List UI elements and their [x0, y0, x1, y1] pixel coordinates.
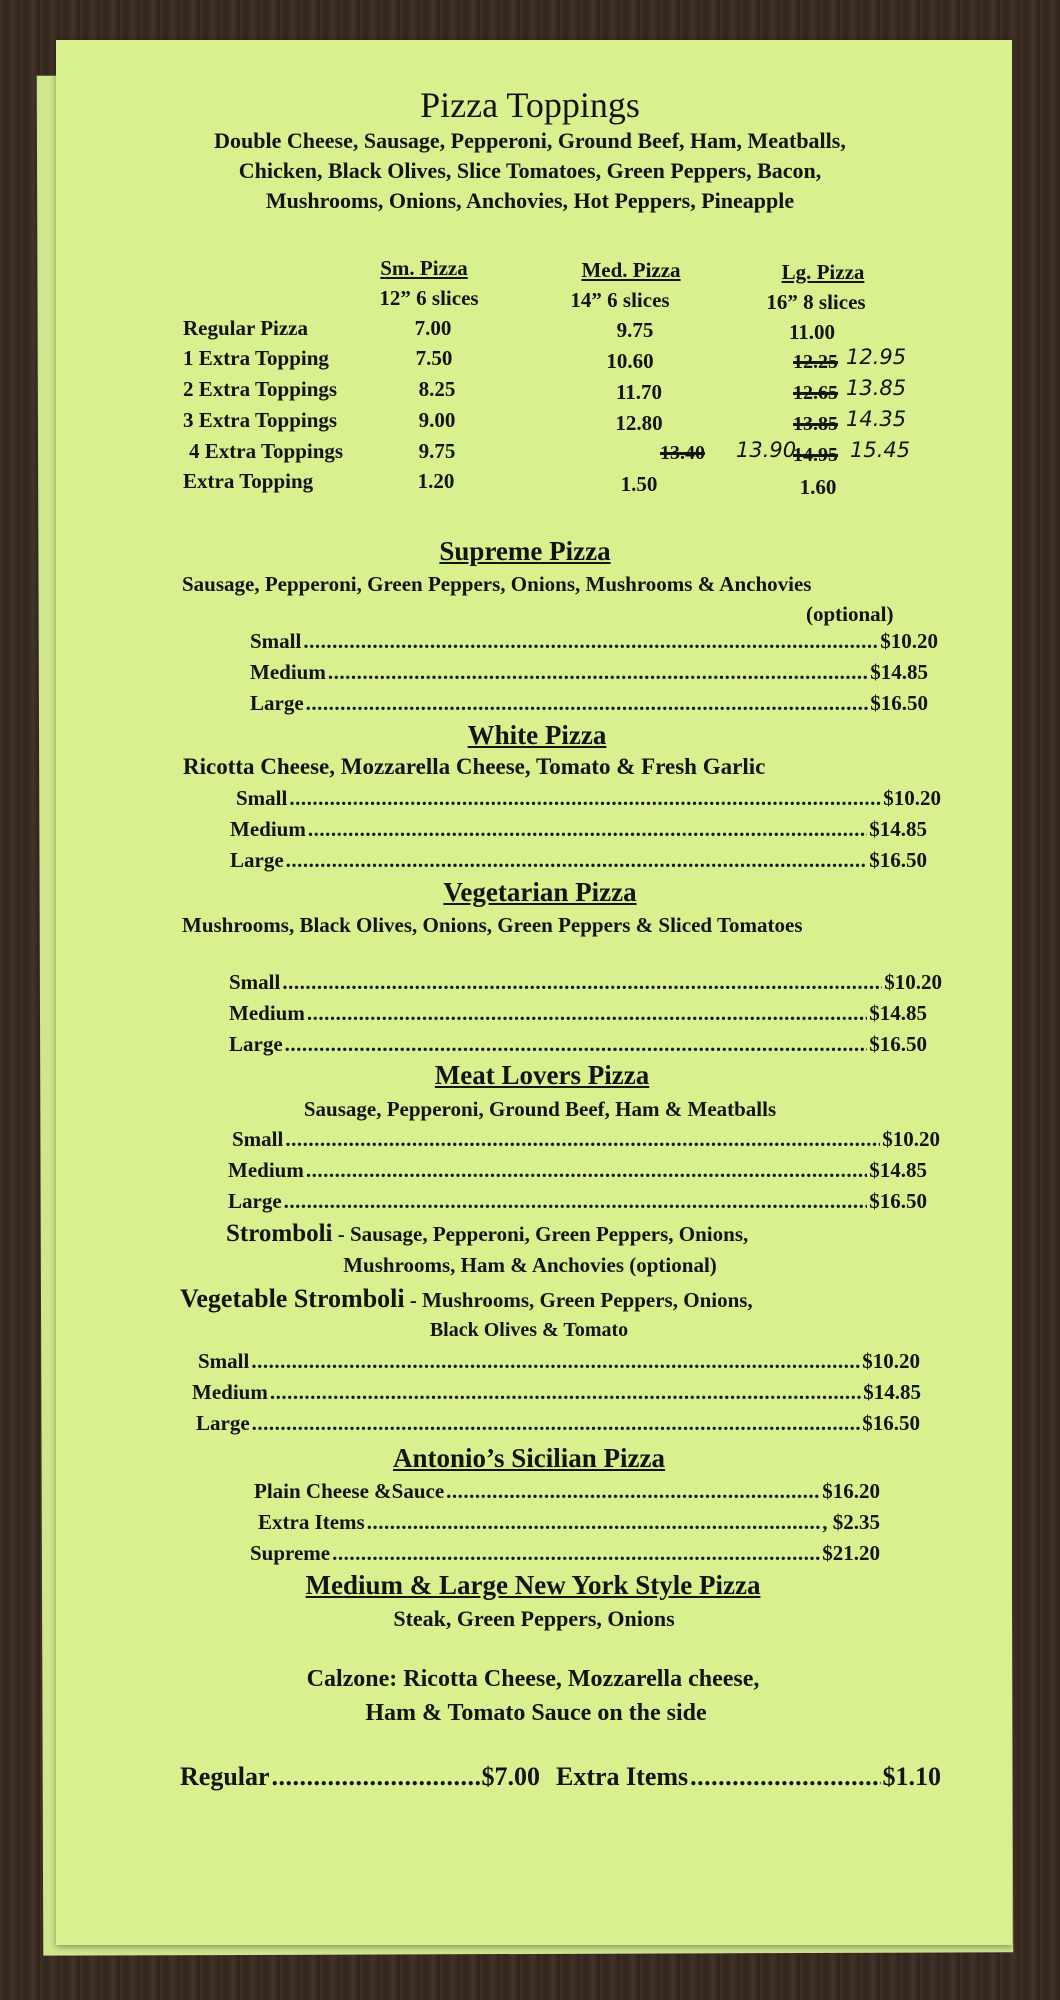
price-line: [250, 691, 928, 716]
row-label: 1 Extra Topping: [183, 346, 329, 370]
section-heading-white: White Pizza: [467, 720, 607, 750]
price-cell: 11.00: [788, 320, 836, 344]
section-desc: Mushrooms, Black Olives, Onions, Green Peppers & Sliced Tomatoes: [182, 913, 803, 937]
price-size: Medium: [250, 660, 326, 684]
section-heading-vegetarian: Vegetarian Pizza: [443, 877, 637, 907]
price-cell: 1.50: [620, 472, 658, 496]
price-size: Small: [250, 629, 302, 653]
row-label: 3 Extra Toppings: [183, 408, 338, 432]
price-size: Large: [229, 1032, 283, 1056]
price-value: $16.50: [869, 1032, 927, 1056]
price-value: $14.85: [869, 817, 927, 841]
leader-dots: [284, 1189, 868, 1214]
price-line: [254, 1479, 880, 1504]
price-line: [230, 848, 927, 873]
row-label: Regular Pizza: [183, 316, 308, 340]
crossed-out-price: 14.95: [793, 444, 838, 466]
price-value: $10.20: [880, 629, 938, 653]
leader-dots: [251, 1349, 860, 1374]
price-line: [250, 660, 928, 685]
price-line: [250, 629, 938, 654]
toppings-list-line-2: Chicken, Black Olives, Slice Tomatoes, Green Peppers, Bacon,: [238, 158, 822, 183]
price-value: $7.00: [481, 1762, 540, 1791]
calzone-line-1: Calzone: Ricotta Cheese, Mozzarella cheese,: [306, 1666, 760, 1692]
veg-stromboli-desc-2: Black Olives & Tomato: [429, 1319, 629, 1341]
veg-stromboli-desc: - Mushrooms, Green Peppers, Onions,: [404, 1288, 753, 1312]
price-cell: 7.50: [415, 346, 453, 370]
leader-dots: [690, 1762, 880, 1792]
price-line: [192, 1380, 921, 1405]
price-line: [196, 1411, 920, 1436]
price-cell: 9.75: [418, 439, 456, 463]
leader-dots: [332, 1541, 820, 1566]
section-heading-supreme: Supreme Pizza: [439, 536, 611, 566]
price-size: Extra Items: [556, 1762, 689, 1791]
price-value: $14.85: [863, 1380, 921, 1404]
handwritten-price: 15.45: [850, 438, 911, 462]
section-heading-meat-lovers: Meat Lovers Pizza: [434, 1060, 650, 1090]
crossed-out-price: 13.40: [660, 442, 705, 464]
price-value: $10.20: [883, 786, 941, 810]
row-label: 4 Extra Toppings: [189, 439, 344, 463]
toppings-list-line-3: Mushrooms, Onions, Anchovies, Hot Peppers, Pineapple: [265, 188, 795, 213]
price-cell: 8.25: [418, 377, 456, 401]
price-size: Small: [229, 970, 281, 994]
handwritten-price: 14.35: [846, 407, 907, 431]
price-value: $16.50: [869, 1189, 927, 1213]
section-desc-optional: (optional): [806, 602, 894, 626]
leader-dots: [303, 629, 878, 654]
stromboli-line: [226, 1220, 748, 1248]
leader-dots: [285, 1032, 868, 1057]
price-cell: 10.60: [606, 349, 654, 373]
price-cell: 9.00: [418, 408, 456, 432]
col-size-medium: 14” 6 slices: [570, 288, 670, 312]
price-cell: 7.00: [414, 316, 452, 340]
leader-dots: [282, 970, 882, 995]
price-line: [236, 786, 941, 811]
leader-dots: [307, 1001, 867, 1026]
price-value: $1.10: [882, 1762, 941, 1791]
stromboli-desc: - Sausage, Pepperoni, Green Peppers, Onions,: [332, 1222, 749, 1246]
calzone-regular-line: [180, 1762, 540, 1792]
price-line: [229, 1001, 927, 1026]
price-size: Large: [196, 1411, 250, 1435]
handwritten-price: 13.85: [846, 376, 907, 400]
section-heading-new-york: Medium & Large New York Style Pizza: [305, 1570, 761, 1600]
price-size: Medium: [230, 817, 306, 841]
price-size: Plain Cheese &Sauce: [254, 1479, 445, 1503]
crossed-out-price: 13.85: [793, 413, 838, 435]
price-size: Medium: [228, 1158, 304, 1182]
price-line: [258, 1510, 880, 1535]
price-size: Small: [232, 1127, 284, 1151]
toppings-list-line-1: Double Cheese, Sausage, Pepperoni, Ground Beef, Ham, Meatballs,: [214, 128, 846, 153]
price-line: [250, 1541, 880, 1566]
calzone-line-2: Ham & Tomato Sauce on the side: [365, 1700, 707, 1726]
veg-stromboli-title: Vegetable Stromboli: [180, 1284, 405, 1313]
section-desc: Ricotta Cheese, Mozzarella Cheese, Tomato & Fresh Garlic: [183, 754, 766, 779]
leader-dots: [308, 817, 867, 842]
price-line: [198, 1349, 920, 1374]
price-size: Small: [236, 786, 288, 810]
price-value: $16.50: [870, 691, 928, 715]
price-value: $10.20: [862, 1349, 920, 1373]
stromboli-title: Stromboli: [226, 1220, 333, 1247]
price-cell: 11.70: [615, 380, 663, 404]
price-size: Medium: [192, 1380, 268, 1404]
price-line: [229, 1032, 927, 1057]
handwritten-price: 12.95: [846, 345, 907, 369]
leader-dots: [285, 1127, 880, 1152]
section-desc: Sausage, Pepperoni, Green Peppers, Onions, Mushrooms & Anchovies: [182, 572, 812, 596]
crossed-out-price: 12.65: [793, 382, 838, 404]
price-size: Extra Items: [258, 1510, 365, 1534]
col-header-large: Lg. Pizza: [781, 260, 865, 284]
price-cell: 12.80: [615, 411, 663, 435]
section-desc: Sausage, Pepperoni, Ground Beef, Ham & Meatballs: [303, 1097, 777, 1121]
col-size-large: 16” 8 slices: [766, 290, 866, 314]
price-cell: 1.20: [417, 469, 455, 493]
leader-dots: [328, 660, 868, 685]
price-size: Medium: [229, 1001, 305, 1025]
handwritten-price: 13.90: [736, 438, 797, 462]
price-value: $16.50: [869, 848, 927, 872]
price-value: $16.20: [822, 1479, 880, 1503]
section-heading-sicilian: Antonio’s Sicilian Pizza: [392, 1443, 666, 1473]
price-value: $16.50: [862, 1411, 920, 1435]
col-header-medium: Med. Pizza: [581, 258, 681, 282]
row-label: 2 Extra Toppings: [183, 377, 338, 401]
leader-dots: [446, 1479, 820, 1504]
crossed-out-price: 12.25: [793, 351, 838, 373]
price-size: Large: [230, 848, 284, 872]
price-size: Large: [250, 691, 304, 715]
price-line: [229, 970, 942, 995]
leader-dots: [289, 786, 881, 811]
leader-dots: [252, 1411, 861, 1436]
stromboli-desc-2: Mushrooms, Ham & Anchovies (optional): [343, 1253, 717, 1277]
leader-dots: [367, 1510, 821, 1535]
price-line: [232, 1127, 940, 1152]
leader-dots: [306, 691, 869, 716]
col-size-small: 12” 6 slices: [379, 286, 479, 310]
price-value: $10.20: [882, 1127, 940, 1151]
price-value: $21.20: [822, 1541, 880, 1565]
price-value: $14.85: [869, 1001, 927, 1025]
price-size: Small: [198, 1349, 250, 1373]
section-desc: Steak, Green Peppers, Onions: [393, 1606, 675, 1631]
menu-page: [56, 40, 1012, 1945]
price-size: Supreme: [250, 1541, 331, 1565]
price-size: Regular: [180, 1762, 270, 1791]
row-label: Extra Topping: [183, 469, 314, 493]
price-value: , $2.35: [822, 1510, 880, 1534]
leader-dots: [270, 1380, 861, 1405]
price-value: $14.85: [870, 660, 928, 684]
leader-dots: [306, 1158, 867, 1183]
page-title: Pizza Toppings: [420, 85, 640, 125]
price-cell: 1.60: [799, 475, 837, 499]
price-line: [228, 1189, 927, 1214]
leader-dots: [272, 1762, 480, 1792]
leader-dots: [286, 848, 868, 873]
price-size: Large: [228, 1189, 282, 1213]
calzone-extra-line: [556, 1762, 941, 1792]
price-cell: 9.75: [616, 318, 654, 342]
price-line: [228, 1158, 927, 1183]
price-line: [230, 817, 927, 842]
price-value: $10.20: [884, 970, 942, 994]
veg-stromboli-line: [180, 1284, 753, 1314]
price-value: $14.85: [869, 1158, 927, 1182]
col-header-small: Sm. Pizza: [380, 256, 468, 280]
